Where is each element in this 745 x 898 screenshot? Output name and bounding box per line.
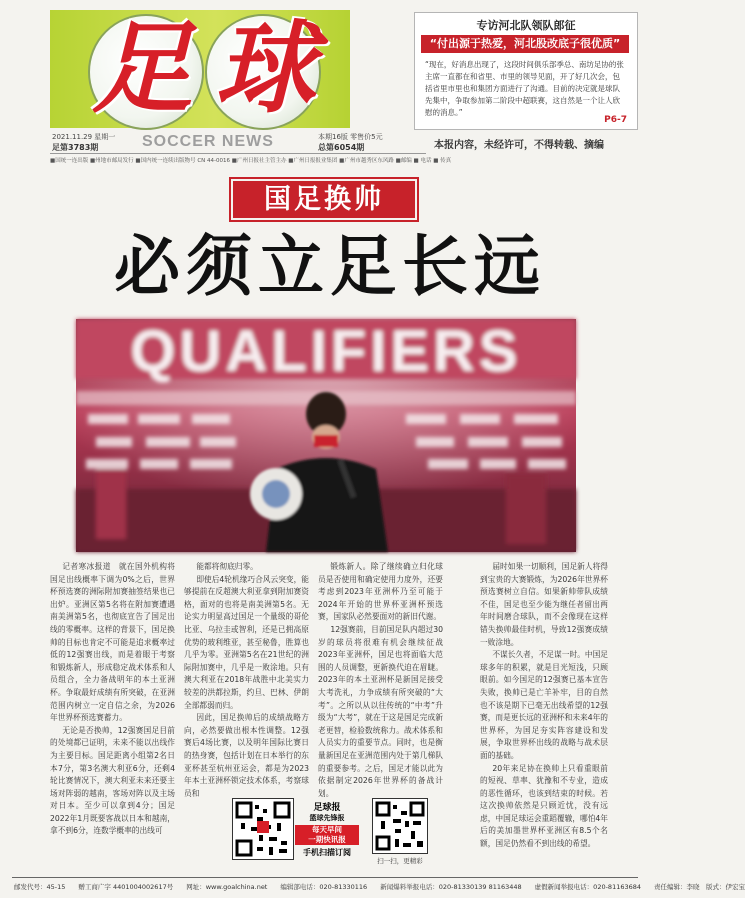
paragraph: 锻炼新人。除了继续确立归化球员是否使用和确定使用力度外，还要考虑到2023年亚洲杯乃至可能于2024年开始的世界杯亚洲杯预选赛，国家队必然要面对的新旧代谢。 xyxy=(318,562,443,622)
main-headline: 必须立足长远 xyxy=(114,227,546,305)
qr-caption: 扫一扫，更精彩 xyxy=(377,857,423,865)
promo-title: 专访河北队领队郎征 xyxy=(476,19,576,32)
wechat-qr-code[interactable] xyxy=(232,798,294,860)
soccer-news-wordmark: SOCCER NEWS xyxy=(142,133,274,150)
article-column-3 xyxy=(318,561,443,800)
photo-backdrop-text: QUALIFIERS xyxy=(130,319,522,384)
issue-number: 足第3783期 xyxy=(52,143,99,152)
paragraph: 因此，国足换帅后的成绩战略方向，必然要做出根本性调整。12强赛后4场比赛，以及明年国际比赛日的热身赛，包括计划在日本举行的东亚杯甚至杭州亚运会，都是为2023年本土亚洲杯锁定技术体系，考察球员和 xyxy=(184,713,309,798)
article-column-2 xyxy=(184,561,309,800)
promo-page-ref: P6-7 xyxy=(604,115,627,125)
paragraph: 届时如果一切顺利，国足新人将得到宝贵的大赛锻炼，为2026年世界杯预选赛树立自信。如果新帅带队成绩不佳，国足也至少能为继任者留出两年时间磨合球队，而不会像现在这样错失换帅最佳时机，导致12强赛成绩一败涂地。 xyxy=(480,562,608,647)
paragraph: 能都将彻底归零。 xyxy=(196,562,258,571)
paragraph: 记者寒冰报道 就在国外机构将国足出线概率下调为0%之后，世界杯预选赛的洲际附加赛抽签结果也已出炉。亚洲区第5名将在附加赛遭遇南美洲第5名，也彻底宣告了国足出线的零概率。这样的背景下，国足换帅的目标也肯定不可能是追求概率过低的12强赛出线，而是着眼于考察和锻炼新人，形成稳定战术体系和人员组合，全力备战明年的本土亚洲杯。争取最好成绩有所突破，在亚洲范围内树立一定自信之余，为2026年世界杯预选赛蓄力。 xyxy=(50,562,175,723)
masthead xyxy=(50,10,350,130)
total-issue: 总第6054期 xyxy=(318,143,365,152)
paragraph: 12强赛前，目前国足队内超过30岁的球员将很难有机会继续征战2023年亚洲杯，国足也将面临大范围的人员调整，更新换代迫在眉睫。2023年的本土亚洲杯是新国足接受大考洗礼，力争成绩有所突破的“大考”。之所以从以往传统的“中考”升级为“大考”，就在于这是国足完成新老更替，检验数统称力。战术体系和人员实力的重要节点。同时，也是衡量新国足在亚洲范围内处于第几梯队的重要参考。之后，国足才能以此为依据制定2026年世界杯的备战计划。 xyxy=(318,624,443,798)
date-line: 2021.11.29 星期一 xyxy=(52,133,116,141)
subscription-block xyxy=(295,800,359,858)
paragraph: 不谋长久者，不足谋一时。中国足球多年的积累，就是目光短浅，只顾眼前。如今国足的12强赛已基本宣告失败，换帅已是亡羊补牢，目的自然也不该是期下已毫无出线希望的12强赛，而是更长远的亚洲杯和未来4年的世界杯，为国足夯实阵容建设和发展，争取世界杯出线的战略与战术层面的基础。 xyxy=(480,650,608,760)
qr-icon xyxy=(233,799,293,859)
promo-box[interactable] xyxy=(414,12,638,130)
divider xyxy=(12,877,638,878)
photo-illustration xyxy=(76,319,576,552)
publication-info-strip: ■国统一连出版 ■州地市邮局发行 ■国内统一连续出版物号 CN 44-0016 ■广州日报社主管主办 ■广州日报报业集团 ■广州市越秀区东风路 ■邮编 ■ 电话 ■ 传真 xyxy=(50,158,452,164)
logo-char-qiu: 球 xyxy=(215,9,315,127)
article-column-1 xyxy=(50,561,175,838)
article-column-4 xyxy=(480,561,608,851)
paragraph: 20年来足协在换帅上只看重眼前的短视、草率、犹豫和不专业，造成的恶性循环，也该到结束的时候。若这次换帅依然是只顾近忧，没有远虑，中国足球运会重蹈覆辙，哪怕4年后的美加墨世界杯亚洲区有8.5个名额，国足仍然看不到出线的希望。 xyxy=(480,763,608,849)
slogan-2: 一期快讯报 xyxy=(295,835,359,845)
paragraph: 即使后4轮机缘巧合风云突变，能够提前在反超澳大利亚拿到附加赛资格，面对的也将是南美洲第5名。无论实力明显高过国足一个量级的哥伦比亚、乌拉圭或智利，还是已拥高原优势的玻利维亚，甚至秘鲁，胜算也几乎为零。亚洲第5名在21世纪的洲际附加赛中，几乎是一败涂地。只有澳大利亚在2018年战胜中北美实力较差的洪都拉斯，约旦、巴林、伊朗全部都弱而归。 xyxy=(184,574,309,710)
app-subname: 篮球先锋报 xyxy=(309,814,345,822)
footer-info: 邮发代号：45-15 赠工商广字 4401004002617号 网址：www.goalchina.net 编辑部电话：020-81330116 新闻爆料举报电话：020-81330139 81163448 虚假新闻举报电话：020-81163684 责任编辑：李晓 版式：伊宏宝 xyxy=(14,883,745,891)
promo-banner: “付出源于热爱，河北股改底子很优质” xyxy=(421,35,629,53)
subscribe-cta: 手机扫描订阅 xyxy=(303,848,351,857)
divider xyxy=(50,153,426,154)
paragraph: 无论是否换帅，12强赛国足目前的处境都已证明，未来不能以出线作为主要目标。国足距离小组第2名日本7分，第3名澳大利亚6分，还剩4轮比赛情况下，澳大利亚未来还要主场对阵弱的越南，客场对阵以及主场对日本。至少可以拿到4分；国足2022年1月既要客战以日本和越南，拿不到6分，连数学概率的出线可 xyxy=(50,725,175,836)
right-qr-code[interactable] xyxy=(372,798,428,854)
kicker-box xyxy=(229,177,419,222)
promo-text: “现在，好消息出现了，这段时间俱乐部季总、南坊足协的张主席一直都在和省里、市里的领导见面，开了好几次会，包括省里市里也和集团方面进行了沟通。目前的决定就是球队先集中，争取参加第二阶段中超联赛，这自然是一个让人欣慰的消息。” xyxy=(425,60,624,117)
press-conference-photo xyxy=(76,319,576,552)
edition-info: 本期16版 零售价5元 xyxy=(318,133,383,141)
qr-icon xyxy=(373,799,427,853)
copyright-notice: 本报内容，未经许可，不得转载、摘编 xyxy=(434,140,604,151)
kicker-label: 国足换帅 xyxy=(233,181,415,218)
logo-char-zu: 足 xyxy=(92,9,192,127)
app-name: 足球报 xyxy=(313,803,341,813)
slogan-1: 每天早间 xyxy=(295,825,359,835)
